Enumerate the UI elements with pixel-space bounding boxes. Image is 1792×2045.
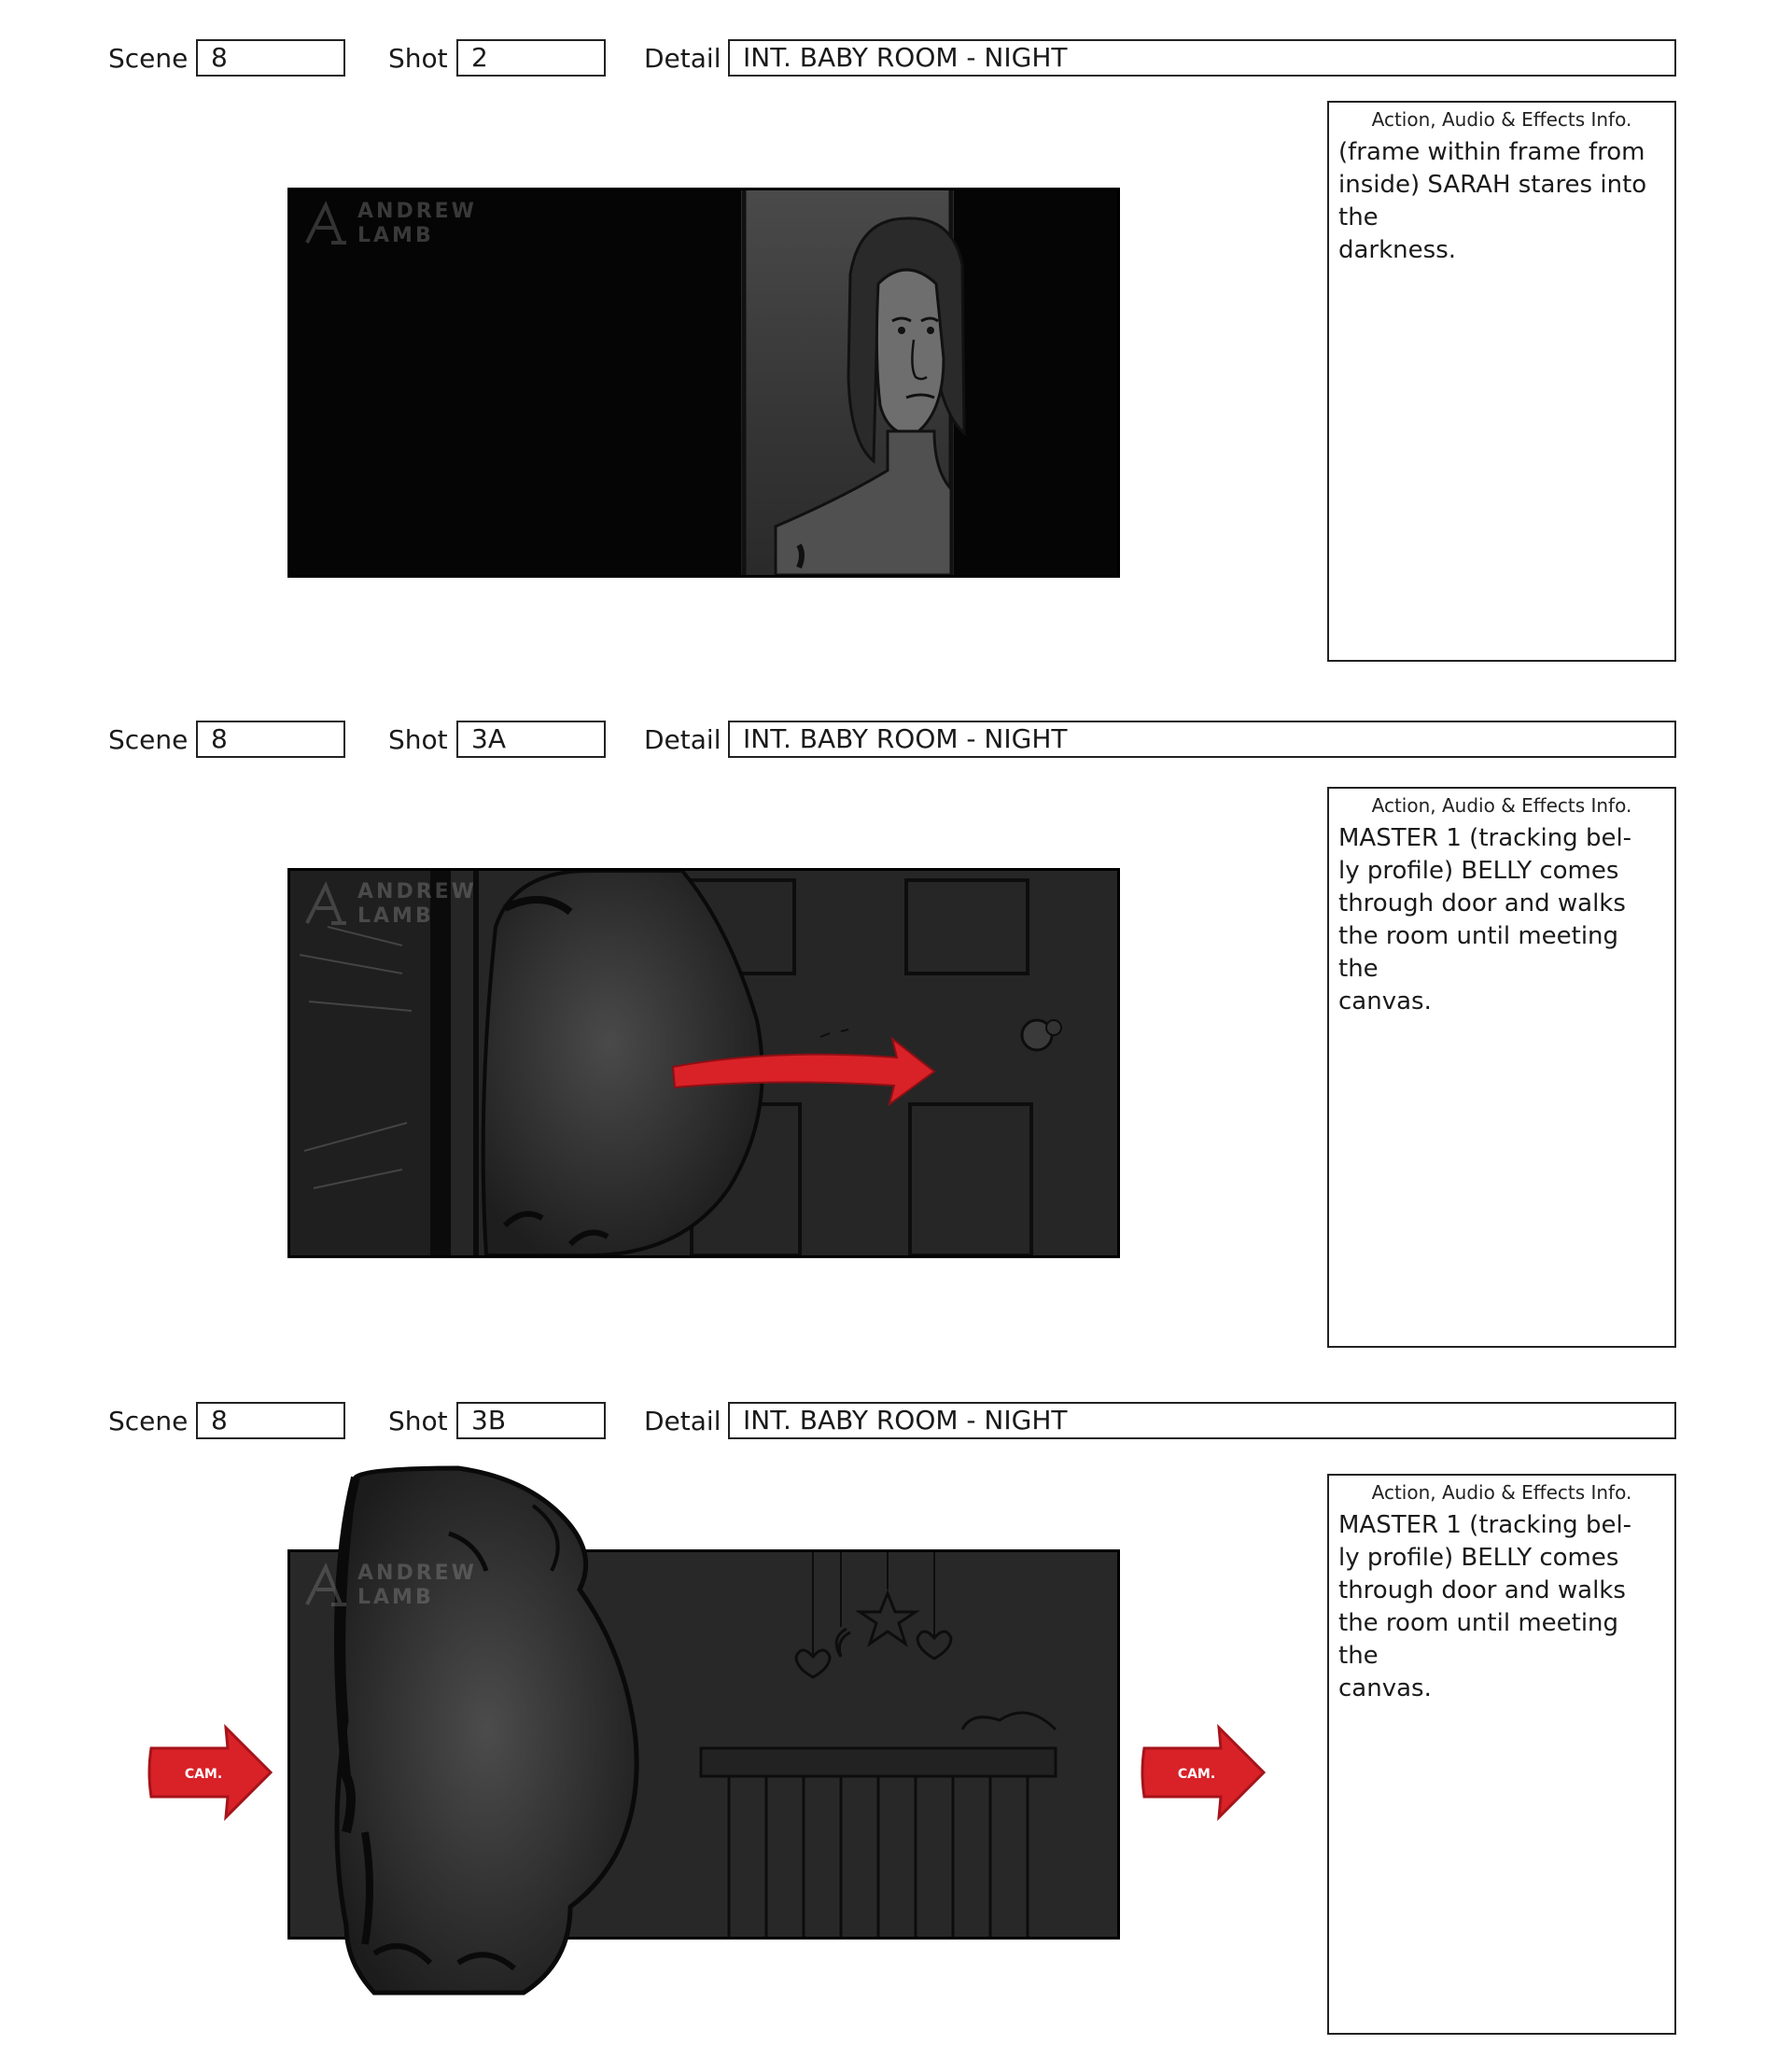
scene-field[interactable]: 8 [196, 39, 345, 77]
action-info-box[interactable] [1327, 787, 1676, 1348]
watermark-line1: ANDREW [357, 880, 477, 903]
storyboard-panel-1 [0, 0, 1792, 681]
detail-field[interactable]: INT. BABY ROOM - NIGHT [728, 1402, 1676, 1439]
scene-field[interactable]: 8 [196, 1402, 345, 1439]
action-info-title: Action, Audio & Effects Info. [1371, 794, 1632, 817]
scene-label: Scene [108, 724, 189, 755]
camera-arrow-left-icon [147, 1724, 274, 1821]
watermark-line2: LAMB [357, 224, 434, 247]
scene-label: Scene [108, 1406, 189, 1436]
storyboard-frame-belly-nursery [287, 1549, 1120, 1940]
storyboard-panel-3 [0, 1363, 1792, 2044]
camera-arrow-right-icon [1141, 1724, 1267, 1821]
watermark-line2: LAMB [357, 904, 434, 928]
action-info-title: Action, Audio & Effects Info. [1371, 1481, 1632, 1504]
shot-label: Shot [388, 724, 448, 755]
shot-field[interactable]: 2 [456, 39, 606, 77]
detail-field[interactable]: INT. BABY ROOM - NIGHT [728, 39, 1676, 77]
action-info-title: Action, Audio & Effects Info. [1371, 108, 1632, 131]
shot-field[interactable]: 3B [456, 1402, 606, 1439]
action-info-box[interactable] [1327, 1474, 1676, 2035]
watermark-line2: LAMB [357, 1586, 434, 1609]
andrew-lamb-logo-icon [303, 1562, 350, 1608]
storyboard-frame-sarah [287, 188, 1120, 578]
storyboard-panel-2 [0, 681, 1792, 1363]
action-info-box[interactable] [1327, 101, 1676, 662]
storyboard-frame-belly-door [287, 868, 1120, 1258]
detail-label: Detail [644, 1406, 721, 1436]
shot-field[interactable]: 3A [456, 721, 606, 758]
action-info-text: MASTER 1 (tracking bel- ly profile) BELLY comes through door and walks the room until meeting the canvas. [1338, 824, 1632, 1015]
camera-arrow-right-label: CAM. [1177, 1767, 1216, 1782]
watermark-logo [303, 880, 477, 936]
shot-label: Shot [388, 43, 448, 74]
detail-field[interactable]: INT. BABY ROOM - NIGHT [728, 721, 1676, 758]
action-info-text: (frame within frame from inside) SARAH stares into the darkness. [1338, 138, 1647, 264]
action-info-text: MASTER 1 (tracking bel- ly profile) BELLY comes through door and walks the room until meeting the canvas. [1338, 1511, 1632, 1702]
shot-label: Shot [388, 1406, 448, 1436]
andrew-lamb-logo-icon [303, 880, 350, 927]
watermark-line1: ANDREW [357, 200, 477, 223]
watermark-line1: ANDREW [357, 1562, 477, 1585]
scene-label: Scene [108, 43, 189, 74]
andrew-lamb-logo-icon [303, 200, 350, 246]
watermark-logo [303, 1562, 477, 1618]
scene-field[interactable]: 8 [196, 721, 345, 758]
detail-label: Detail [644, 43, 721, 74]
watermark-logo [303, 200, 477, 256]
camera-arrow-left-label: CAM. [184, 1767, 223, 1782]
detail-label: Detail [644, 724, 721, 755]
